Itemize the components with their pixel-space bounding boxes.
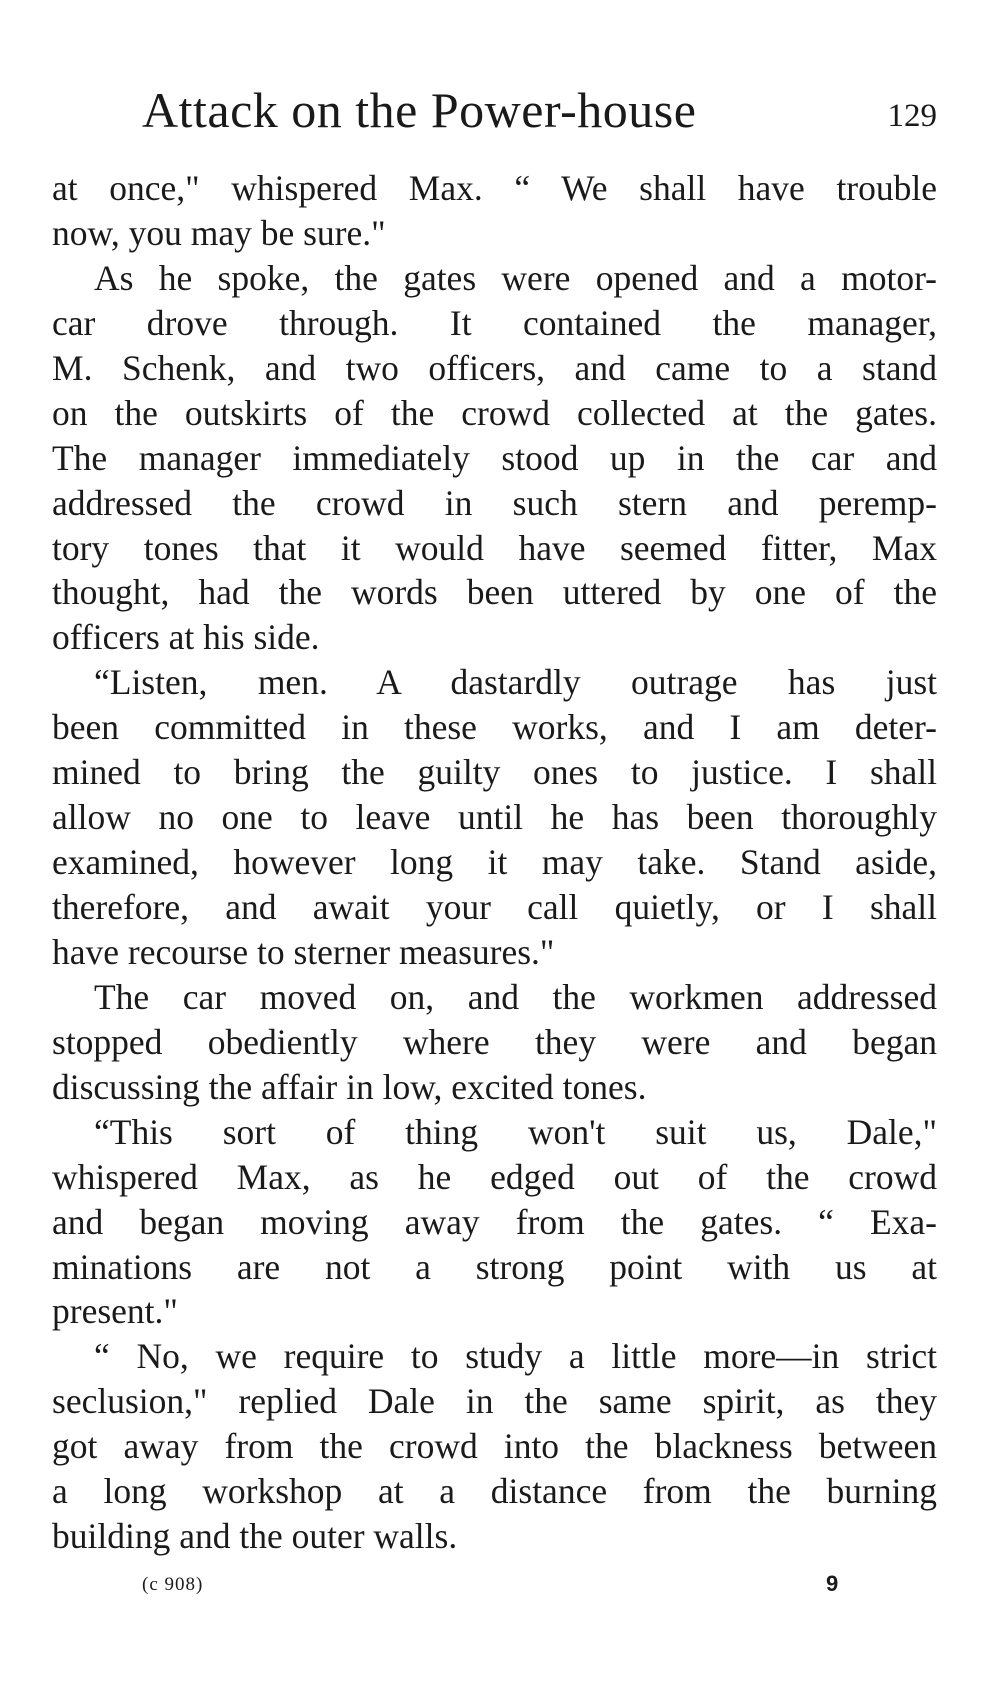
printer-signature: (c 908) xyxy=(142,1574,204,1595)
text-line: have recourse to sterner measures." xyxy=(52,931,555,972)
text-line: “This sort of thing won't suit us, Dale," xyxy=(94,1111,937,1152)
text-line: The manager immediately stood up in the car and xyxy=(52,437,937,478)
text-line: stopped obediently where they were and began xyxy=(52,1021,937,1062)
text-line: As he spoke, the gates were opened and a motor- xyxy=(94,257,937,298)
text-line: a long workshop at a distance from the burning xyxy=(52,1471,937,1512)
text-line: been committed in these works, and I am deter- xyxy=(52,707,937,748)
text-line: therefore, and await your call quietly, or I shall xyxy=(52,887,937,927)
sheet-number: 9 xyxy=(826,1571,839,1596)
text-line: tory tones that it would have seemed fitter, Max xyxy=(52,527,937,568)
text-line: examined, however long it may take. Stand aside, xyxy=(52,842,937,883)
body-text xyxy=(52,166,937,1559)
text-line: “ No, we require to study a little more—in strict xyxy=(94,1336,937,1377)
text-line: at once," whispered Max. “ We shall have trouble xyxy=(52,168,937,208)
text-line: building and the outer walls. xyxy=(52,1516,458,1557)
text-line: whispered Max, as he edged out of the crowd xyxy=(52,1156,937,1197)
text-line: discussing the affair in low, excited tones. xyxy=(52,1066,647,1107)
text-line: allow no one to leave until he has been thoroughly xyxy=(52,797,937,838)
text-line: “Listen, men. A dastardly outrage has just xyxy=(94,662,937,703)
text-line: mined to bring the guilty ones to justice. I shall xyxy=(52,752,937,793)
running-title: Attack on the Power-house xyxy=(142,82,697,138)
text-line: car drove through. It contained the manager, xyxy=(52,302,937,343)
text-line: thought, had the words been uttered by one of the xyxy=(52,572,937,613)
text-line: now, you may be sure." xyxy=(52,212,386,253)
text-line: The car moved on, and the workmen addressed xyxy=(94,976,937,1017)
text-line: got away from the crowd into the blackness between xyxy=(52,1426,937,1467)
text-line: present." xyxy=(52,1291,178,1332)
text-line: M. Schenk, and two officers, and came to a stand xyxy=(52,347,937,388)
text-line: addressed the crowd in such stern and peremp- xyxy=(52,482,937,523)
running-head xyxy=(142,78,937,142)
text-line: on the outskirts of the crowd collected at the gates. xyxy=(52,392,937,433)
page-number: 129 xyxy=(887,98,937,134)
text-line: seclusion," replied Dale in the same spirit, as they xyxy=(52,1381,937,1422)
text-line: minations are not a strong point with us at xyxy=(52,1246,937,1287)
text-line: and began moving away from the gates. “ Exa- xyxy=(52,1201,937,1242)
text-line: officers at his side. xyxy=(52,617,320,658)
